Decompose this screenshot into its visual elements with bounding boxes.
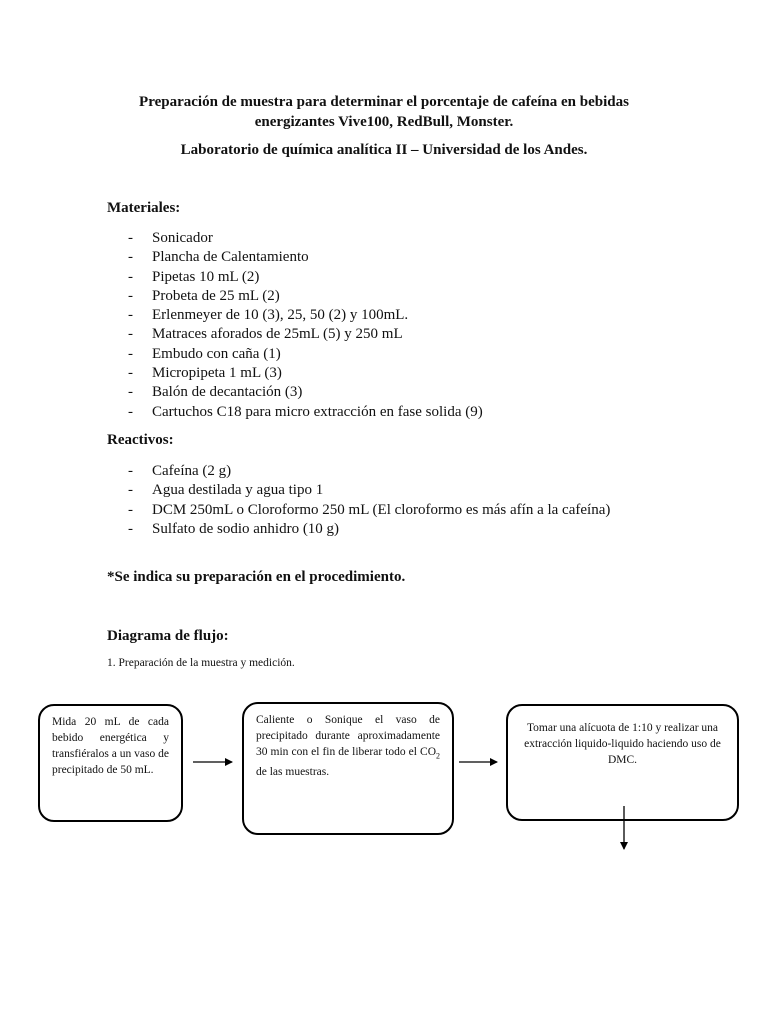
reagents-heading: Reactivos: — [107, 432, 174, 448]
flow-box-heat-text-b: de las muestras. — [256, 766, 330, 779]
co2-subscript: 2 — [436, 751, 440, 761]
list-item: - DCM 250mL o Cloroformo 250 mL (El cloroformo es más afín a la cafeína) — [128, 501, 610, 520]
flow-box-heat-text-a: Caliente o Sonique el vaso de precipitado durante aproximadamente 30 min con el fin de liberar todo el CO — [256, 714, 440, 758]
flow-box-measure-text: Mida 20 mL de cada bebido energética y transfiéralos a un vaso de precipitado de 50 mL. — [52, 716, 169, 776]
list-item: - Cafeína (2 g) — [128, 462, 610, 481]
flow-diagram-heading: Diagrama de flujo: — [107, 628, 229, 644]
list-item: - Pipetas 10 mL (2) — [128, 268, 483, 287]
list-item: - Matraces aforados de 25mL (5) y 250 mL — [128, 325, 483, 344]
step-1-label: 1. Preparación de la muestra y medición. — [107, 657, 295, 669]
materials-heading: Materiales: — [107, 200, 181, 216]
list-item: - Cartuchos C18 para micro extracción en fase solida (9) — [128, 403, 483, 422]
list-item: - Erlenmeyer de 10 (3), 25, 50 (2) y 100mL. — [128, 306, 483, 325]
list-item: - Sulfato de sodio anhidro (10 g) — [128, 520, 610, 539]
list-item: - Sonicador — [128, 229, 483, 248]
list-item: - Micropipeta 1 mL (3) — [128, 364, 483, 383]
list-item: - Embudo con caña (1) — [128, 345, 483, 364]
flow-box-extract-text: Tomar una alícuota de 1:10 y realizar una extracción liquido-liquido haciendo uso de DMC. — [524, 722, 721, 766]
title-line-2: energizantes Vive100, RedBull, Monster. — [254, 114, 514, 130]
procedure-note: *Se indica su preparación en el procedimiento. — [107, 569, 406, 585]
list-item: - Balón de decantación (3) — [128, 383, 483, 402]
list-item: - Probeta de 25 mL (2) — [128, 287, 483, 306]
title-line-1: Preparación de muestra para determinar el porcentaje de cafeína en bebidas — [139, 94, 629, 110]
list-item: - Plancha de Calentamiento — [128, 248, 483, 267]
lab-subtitle: Laboratorio de química analítica II – Universidad de los Andes. — [180, 142, 588, 158]
list-item: - Agua destilada y agua tipo 1 — [128, 481, 610, 500]
